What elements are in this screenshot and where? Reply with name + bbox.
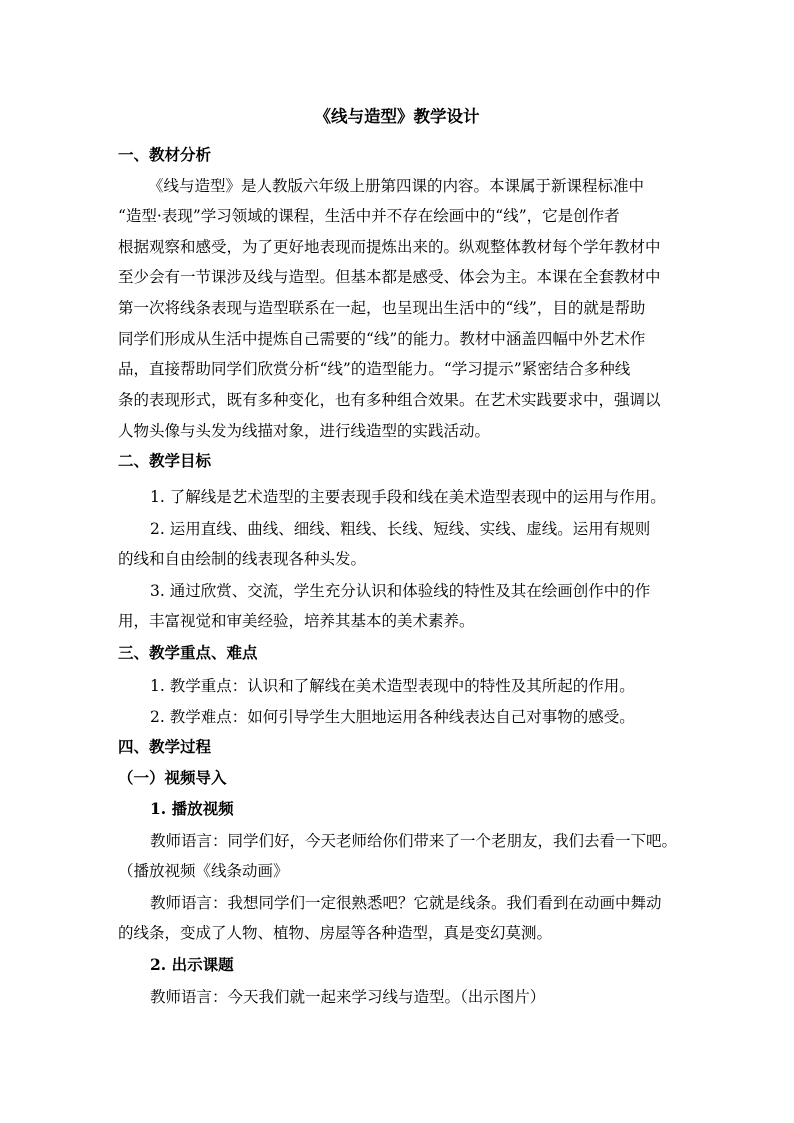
section-heading-textbook-analysis: 一、教材分析: [118, 145, 212, 164]
goal-item: 2. 运用直线、曲线、细线、粗线、长线、短线、实线、虚线。运用有规则: [150, 520, 651, 538]
goal-item: 3. 通过欣赏、交流，学生充分认识和体验线的特性及其在绘画创作中的作: [150, 582, 651, 600]
key-point-item: 1. 教学重点：认识和了解线在美术造型表现中的特性及其所起的作用。: [150, 677, 635, 695]
section-heading-key-points: 三、教学重点、难点: [118, 643, 258, 662]
section-heading-teaching-goals: 二、教学目标: [118, 451, 212, 470]
paragraph-line: 人物头像与头发为线描对象，进行线造型的实践活动。: [118, 422, 491, 440]
goal-item: 1. 了解线是艺术造型的主要表现手段和线在美术造型表现中的运用与作用。: [150, 488, 666, 506]
page-title: 《线与造型》教学设计: [314, 107, 480, 126]
paragraph-line: 教师语言：同学们好，今天老师给你们带来了一个老朋友，我们去看一下吧。: [150, 832, 678, 850]
paragraph-line: 至少会有一节课涉及线与造型。但基本都是感受、体会为主。本课在全套教材中: [118, 268, 661, 286]
step-heading-show-topic: 2. 出示课题: [150, 955, 234, 974]
paragraph-line: “造型·表现”学习领域的课程，生活中并不存在绘画中的“线”，它是创作者: [118, 207, 620, 225]
section-heading-teaching-process: 四、教学过程: [118, 737, 212, 756]
paragraph-line: 第一次将线条表现与造型联系在一起，也呈现出生活中的“线”，目的就是帮助: [118, 299, 646, 317]
paragraph-line: （播放视频《线条动画》: [118, 862, 289, 880]
paragraph-line: 的线条，变成了人物、植物、房屋等各种造型，真是变幻莫测。: [118, 924, 553, 942]
paragraph-line: 教师语言：今天我们就一起来学习线与造型。（出示图片）: [150, 988, 546, 1006]
paragraph-line: 品，直接帮助同学们欣赏分析“线”的造型能力。“学习提示”紧密结合多种线: [118, 360, 631, 378]
paragraph-line: 根据观察和感受，为了更好地表现而提炼出来的。纵观整体教材每个学年教材中: [118, 238, 661, 256]
paragraph-line: 同学们形成从生活中提炼自己需要的“线”的能力。教材中涵盖四幅中外艺术作: [118, 330, 646, 348]
paragraph-line: 《线与造型》是人教版六年级上册第四课的内容。本课属于新课程标准中: [148, 177, 645, 195]
key-point-item: 2. 教学难点：如何引导学生大胆地运用各种线表达自己对事物的感受。: [150, 708, 635, 726]
goal-item-continued: 用，丰富视觉和审美经验，培养其基本的美术素养。: [118, 612, 475, 630]
paragraph-line: 条的表现形式，既有多种变化，也有多种组合效果。在艺术实践要求中，强调以: [118, 391, 661, 409]
paragraph-line: 教师语言：我想同学们一定很熟悉吧？它就是线条。我们看到在动画中舞动: [150, 894, 662, 912]
goal-item-continued: 的线和自由绘制的线表现各种头发。: [118, 550, 367, 568]
subsection-heading-video-intro: （一）视频导入: [118, 768, 227, 787]
step-heading-play-video: 1. 播放视频: [150, 799, 234, 818]
